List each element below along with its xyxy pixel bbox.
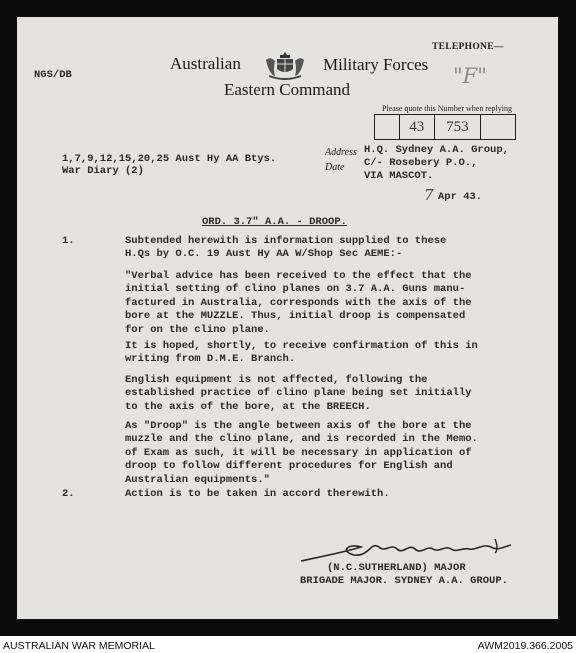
ref-number-1: 43: [400, 115, 435, 139]
document-page: [17, 17, 558, 619]
coat-of-arms-icon: [263, 50, 307, 80]
letterhead-right-title: Military Forces: [323, 55, 429, 74]
item-1-number: 1.: [62, 235, 75, 247]
footer-accession-number: AWM2019.366.2005: [477, 640, 573, 652]
letterhead-left-title: Australian: [170, 54, 241, 73]
footer-institution: AUSTRALIAN WAR MEMORIAL: [3, 640, 155, 652]
quote-instruction: Please quote this Number when replying: [382, 104, 512, 113]
item-2-text: Action is to be taken in accord therewith.: [125, 488, 390, 500]
address-line-1: H.Q. Sydney A.A. Group,: [364, 144, 509, 156]
address-label: Address: [325, 147, 357, 158]
handwritten-date-day: 7: [424, 186, 434, 204]
quote-paragraph-4: As "Droop" is the angle between axis of the bore at the muzzle and the clino plane, and is recorded in the Memo. of Exam as such, it will be necessary in application of droop to follow different procedures for English and Australian equipments.": [125, 420, 478, 486]
handwritten-signature: [299, 533, 529, 565]
reference-number-box: [374, 114, 516, 140]
distribution-line-2: War Diary (2): [62, 165, 144, 177]
quote-paragraph-1: "Verbal advice has been received to the effect that the initial setting of clino planes on 3.7 A.A. Guns manu- factured in Australia, corresponds with the axis of the bore at the MUZZLE. Thus, initial droop is compensated for on the clino plane.: [125, 270, 472, 336]
address-line-2: C/- Rosebery P.O.,: [364, 157, 478, 169]
address-line-3: VIA MASCOT.: [364, 170, 434, 182]
subject-line: ORD. 3.7" A.A. - DROOP.: [202, 216, 347, 228]
letterhead-subtitle: Eastern Command: [224, 80, 351, 99]
signatory-title: BRIGADE MAJOR. SYDNEY A.A. GROUP.: [300, 575, 508, 587]
quote-paragraph-3: English equipment is not affected, following the established practice of clino plane being set initially to the axis of the bore, at the BREECH.: [125, 374, 472, 413]
item-1-text: Subtended herewith is information supplied to these H.Qs by O.C. 19 Aust Hy AA W/Shop Sec AEME:-: [125, 235, 447, 261]
date-value: Apr 43.: [438, 191, 483, 203]
quote-paragraph-2: It is hoped, shortly, to receive confirmation of this in writing from D.M.E. Branch.: [125, 340, 478, 366]
signatory-name: (N.C.SUTHERLAND) MAJOR: [327, 562, 466, 574]
ref-number-3: [481, 115, 515, 139]
initials: NGS/DB: [34, 69, 72, 81]
item-2-number: 2.: [62, 488, 75, 500]
date-label: Date: [325, 162, 345, 173]
telephone-label: TELEPHONE—: [432, 42, 504, 52]
handwritten-mark: "F": [453, 64, 487, 88]
distribution-line-1: 1,7,9,12,15,20,25 Aust Hy AA Btys.: [62, 153, 277, 165]
ref-number-2: 753: [435, 115, 482, 139]
